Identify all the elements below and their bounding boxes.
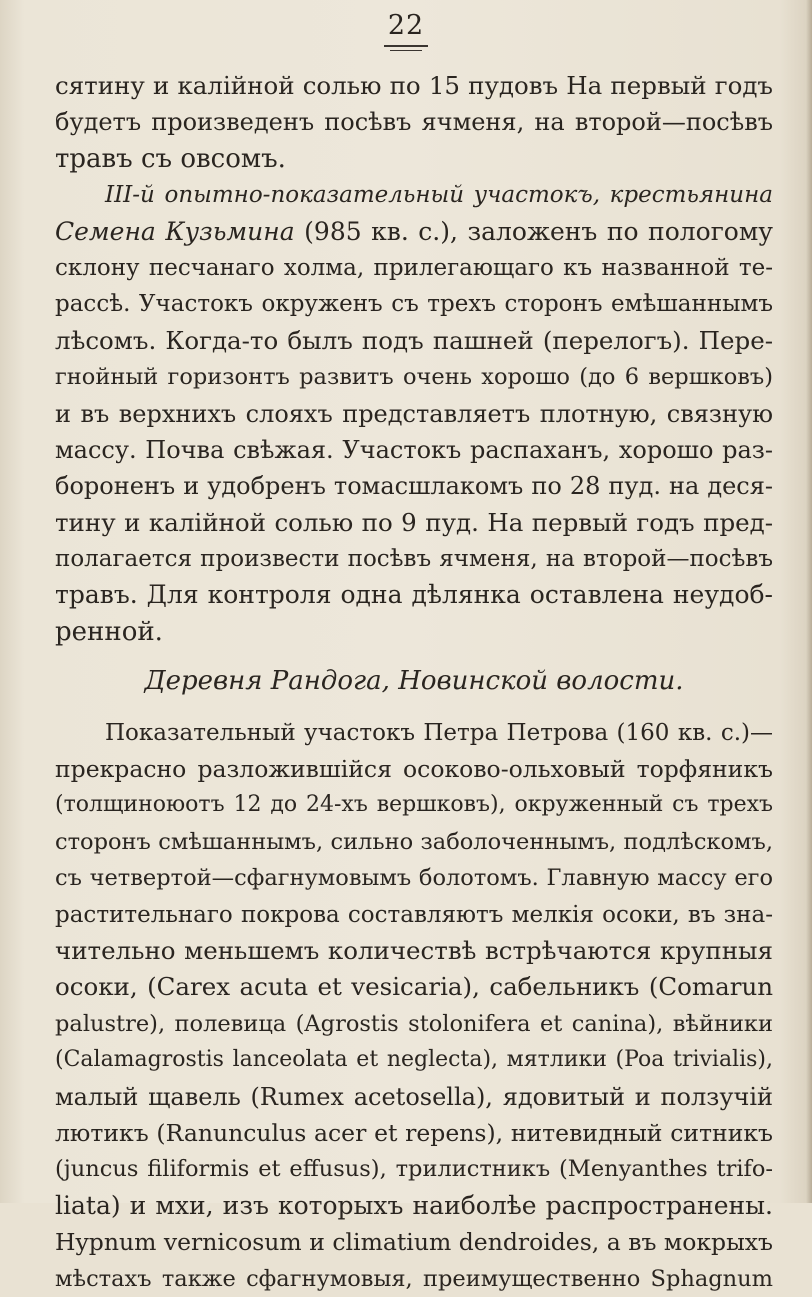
- page-number-rule: [384, 45, 428, 47]
- page-number: 22: [387, 10, 425, 41]
- plot-size-text: (985 кв. с.), заложенъ по пологому: [294, 216, 773, 246]
- text-line: liata) и мхи, изъ которыхъ наиболѣе распространены.: [55, 1190, 773, 1220]
- text-line: ренной.: [55, 616, 163, 647]
- text-line: тину и калійной солью по 9 пуд. На первый годъ пред-: [55, 507, 773, 537]
- text-line: съ четвертой—сфагнумовымъ болотомъ. Главную массу его: [55, 865, 773, 892]
- paragraph-continuation: [55, 68, 773, 177]
- body-text: [55, 68, 773, 1297]
- text-line: Hypnum vernicosum и climatium dendroides, а въ мокрыхъ: [55, 1228, 773, 1257]
- text-line: (Calamagrostis lanceolata et neglecta), мятлики (Poa trivialis),: [55, 1047, 773, 1073]
- page-edge-shadow: [806, 0, 812, 1203]
- text-line: малый щавель (Rumex acetosella), ядовитый и ползучій: [55, 1082, 773, 1111]
- text-line: (толщиноюотъ 12 до 24-хъ вершковъ), окруженный съ трехъ: [55, 792, 773, 818]
- text-line: массу. Почва свѣжая. Участокъ распаханъ, хорошо раз-: [55, 435, 773, 464]
- plot-title-italic: III-й опытно-показательный участокъ, крестьянина: [105, 182, 773, 209]
- text-line: Показательный участокъ Петра Петрова (160 кв. с.)—: [105, 719, 773, 746]
- text-line: осоки, (Carex acuta et vesicaria), сабельникъ (Comarun: [55, 972, 773, 1002]
- paragraph-peter-petrov-plot: [55, 715, 773, 1297]
- text-line: полагается произвести посѣвъ ячменя, на второй—посѣвъ: [55, 546, 773, 573]
- text-line: сятину и калійной солью по 15 пудовъ На первый годъ: [55, 71, 773, 100]
- text-line-italic-heading: [55, 177, 773, 213]
- text-line: и въ верхнихъ слояхъ представляетъ плотную, связную: [55, 399, 773, 428]
- text-line: прекрасно разложившійся осоково-ольховый торфяникъ: [55, 755, 773, 784]
- text-line: гнойный горизонтъ развитъ очень хорошо (до 6 вершковъ): [55, 364, 773, 391]
- text-line: склону песчанаго холма, прилегающаго къ названной те-: [55, 254, 773, 281]
- text-line: лютикъ (Ranunculus acer et repens), нитевидный ситникъ: [55, 1118, 773, 1147]
- section-heading: Деревня Рандога, Новинской волости.: [144, 666, 684, 697]
- text-line: [55, 214, 773, 250]
- text-line: мѣстахъ также сфагнумовыя, преимущественно Sphagnum: [55, 1265, 773, 1292]
- text-line: сторонъ смѣшаннымъ, сильно заболоченнымъ, подлѣскомъ,: [55, 828, 773, 855]
- text-line: (juncus filiformis et effusus), трилистникъ (Menyanthes trifo-: [55, 1156, 773, 1183]
- page-number-rule-secondary: [390, 50, 422, 51]
- text-line: palustre), полевица (Agrostis stolonifera et canina), вѣйники: [55, 1010, 773, 1037]
- paragraph-plot-three: [55, 177, 773, 650]
- text-line: рассѣ. Участокъ окруженъ съ трехъ сторонъ емѣшаннымъ: [55, 291, 773, 318]
- text-line: будетъ произведенъ посѣвъ ячменя, на второй—посѣвъ: [55, 108, 773, 137]
- text-line: бороненъ и удобренъ томасшлакомъ по 28 пуд. на деся-: [55, 472, 773, 501]
- owner-name-italic: Семена Кузьмина: [55, 216, 295, 246]
- text-line: травъ. Для контроля одна дѣлянка оставлена неудоб-: [55, 580, 773, 610]
- text-line: лѣсомъ. Когда-то былъ подъ пашней (перелогъ). Пере-: [55, 325, 773, 355]
- text-line: чительно меньшемъ количествѣ встрѣчаются крупныя: [55, 935, 773, 965]
- text-line: травъ съ овсомъ.: [55, 143, 286, 174]
- text-line: растительнаго покрова составляютъ мелкія осоки, въ зна-: [55, 901, 773, 928]
